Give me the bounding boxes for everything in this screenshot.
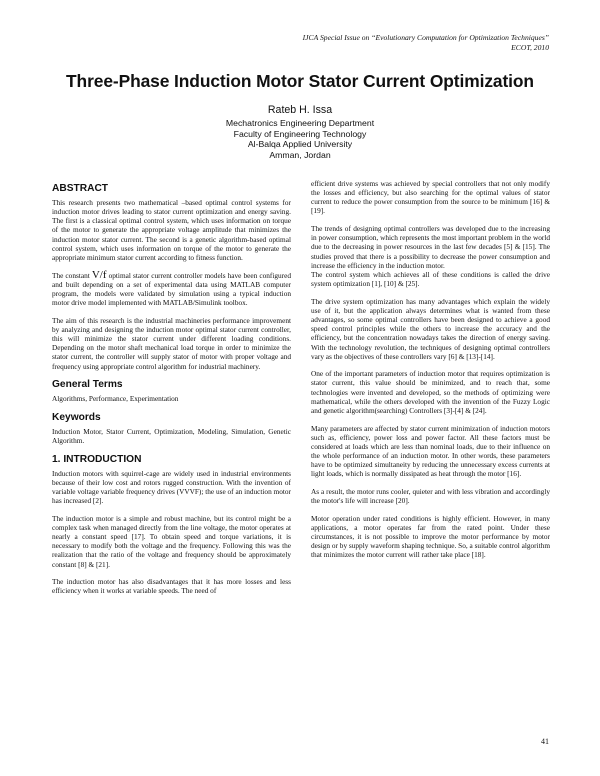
author-name: Rateb H. Issa [267,104,333,116]
introduction-heading: 1. INTRODUCTION [52,453,142,465]
introduction-paragraph-3: The induction motor has also disadvantages that it has more losses and less efficiency when it works at variable speeds. The need of [52,577,291,596]
right-paragraph-8: Motor operation under rated conditions is highly efficient. However, in many applications, a motor operates far from the rated point. Under these circumstances, it is not possible to improve the motor performance by motor design or by supply waveform shaping technique. So, a suitable control algorithm that minimizes the motor current will rather take place [18]. [311,513,550,560]
general-terms-heading: General Terms [52,379,123,391]
keywords-heading: Keywords [52,411,101,423]
author-block [0,103,600,160]
left-column [52,183,291,596]
right-paragraph-7: As a result, the motor runs cooler, quieter and with less vibration and accordingly the motor's life will increase [20]. [311,487,550,506]
running-header [303,33,549,52]
abstract-paragraph-2 [52,268,291,308]
paper-title: Three-Phase Induction Motor Stator Current Optimization [66,71,534,91]
abstract-heading: ABSTRACT [52,183,109,194]
right-paragraph-6: Many parameters are affected by stator current minimization of induction motors such as, efficiency, power loss and power factor. All these factors must be considered at loads which are less than nominal loads, due to their influence on the whole performance of an induction motor. In other words, these parameters have to be optimized simultaneity by reducing the unnecessary excess currents at light loads, which is normally dissipated as heat through the motor [16]. [311,423,550,479]
header-issue: ECOT, 2010 [511,42,549,52]
page-number: 41 [541,737,549,746]
right-paragraph-3: The control system which achieves all of these conditions is called the drive system optimization [1], [10] & [25]. [311,269,550,289]
keywords-text: Induction Motor, Stator Current, Optimization, Modeling, Simulation, Genetic Algorithm. [52,426,291,445]
introduction-paragraph-2: The induction motor is a simple and robust machine, but its control might be a complex task when managed directly from the line voltage, the motor operates at nearly a constant speed [17]. To obtain speed and torque variations, it is necessary to modify both the voltage and the frequency. Following this was the realization that the ratio of the voltage and frequency should be approximately constant [8] & [21]. [52,513,291,569]
right-paragraph-5: One of the important parameters of induction motor that requires optimization is stator current, this value should be minimized, and to reach that, some technologies were invented and developed, so the methods of optimizing were mathematical, while the others developed with the invention of the Fuzzy Logic and genetic algorithm(searching) Controllers [3]-[4] & [24]. [311,369,550,415]
right-paragraph-4: The drive system optimization has many advantages which explain the widely use of it, but the application always determines what is wanted from these advantages, so some optimal controllers have been designed to achieve a good speed control principles while the others to increase the accuracy and the efficiency, but the concentration nowadays takes the direction of energy saving. With the technology revolution, the techniques of designing optimal controllers vary as the objectives of these controllers vary [6] & [13]-[14]. [311,296,550,361]
general-terms-text: Algorithms, Performance, Experimentation [52,394,179,404]
introduction-paragraph-1: Induction motors with squirrel-cage are widely used in industrial environments because of their low cost and rotors rugged construction. With the invention of variable voltage variable frequency drives (VVVF); the use of an induction motor has increased [2]. [52,468,291,506]
right-paragraph-2: The trends of designing optimal controllers was developed due to the increasing in power consumption, which represents the most important problem in the world due to the decreasing in power resources in the last few decades [5] & [15]. The studies proved that there is a possibility to decrease the power consumption and increase the efficiency in the induction motor. [311,224,550,270]
abstract-p2-rest: optimal stator current controller models have been configured and built depending on a set of experimental data using MATLAB computer program, the models were validated by simulation using a typical induction motor drive model implemented with MATLAB/Simulink toolbox. [52,270,291,308]
author-city: Amman, Jordan [269,149,331,160]
author-department: Mechatronics Engineering Department [225,118,375,128]
abstract-paragraph-1: This research presents two mathematical –based optimal control systems for induction motor drives leading to stator current optimization and energy saving. The first is a classical optimal control system, which uses information on torque of the motor to generate the appropriate voltage amplitude that minimizes the induction motor stator current. The second is a genetic algorithm-based optimal control system, which uses information on torque of the motor to generate the appropriate minimum stator current according to fitness function. [52,198,291,262]
vf-symbol: V/f [91,268,107,281]
author-university: Al-Balqa Applied University [247,139,353,150]
abstract-paragraph-3: The aim of this research is the industrial machineries performance improvement by analyzing and designing the induction motor optimal stator current controller, this will minimize the stator current under different loading conditions. Depending on the motor shaft mechanical load torque in order to minimize the stator current, the controller will supply stator of motor with proper voltage and frequency using appropriate control algorithm for industrial machinery. [52,315,291,371]
header-journal: IJCA Special Issue on “Evolutionary Computation for Optimization Techniques” [302,33,549,42]
right-column [311,179,550,560]
author-faculty: Faculty of Engineering Technology [233,128,367,139]
abstract-p2-start: The constant [52,270,90,280]
right-paragraph-1: efficient drive systems was achieved by special controllers that not only modify the losses and efficiency, but also searching for the optimal values of stator current to reduce the power consumption from the source to be minimum [16] & [19]. [311,179,550,216]
